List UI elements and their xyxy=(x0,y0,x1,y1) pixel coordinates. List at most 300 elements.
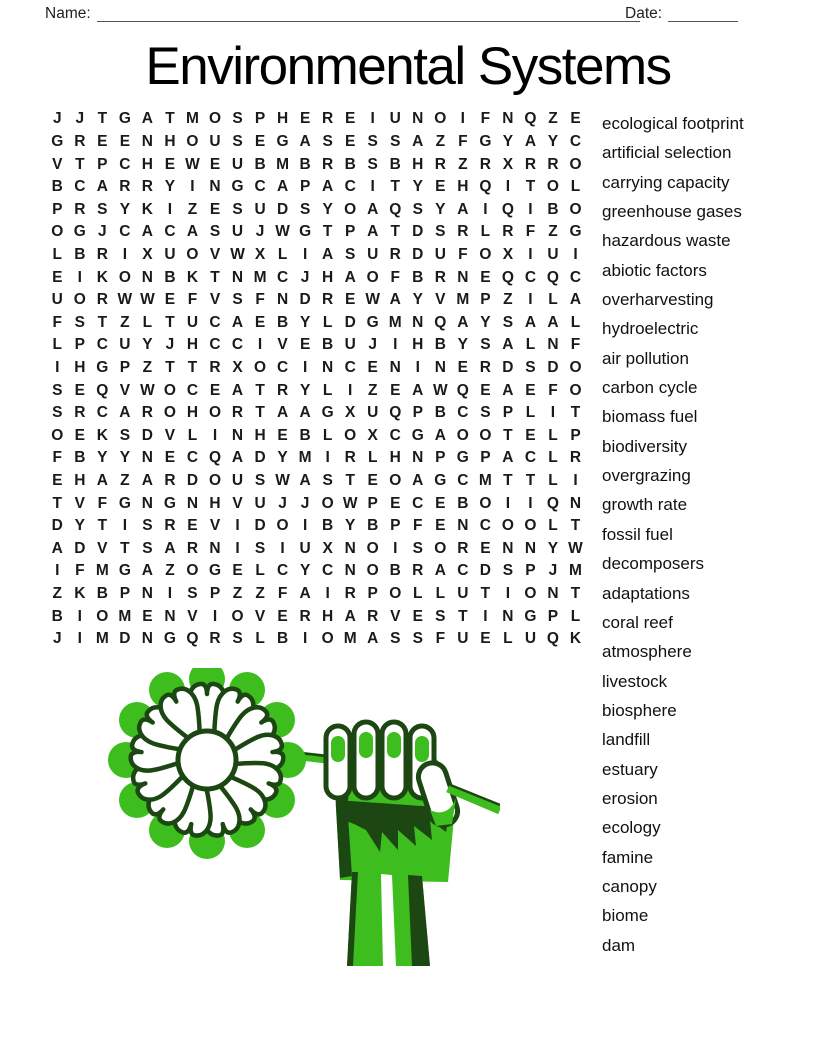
grid-letter: V xyxy=(277,336,288,354)
grid-letter: O xyxy=(501,517,514,535)
grid-letter: N xyxy=(141,494,153,512)
word-list-item: erosion xyxy=(602,788,658,808)
grid-letter: Y xyxy=(299,562,311,580)
grid-letter: O xyxy=(434,110,447,128)
grid-letter: F xyxy=(548,381,558,399)
grid-letter: O xyxy=(569,381,582,399)
grid-letter: R xyxy=(276,381,289,399)
grid-letter: T xyxy=(570,404,581,422)
word-list xyxy=(602,109,802,960)
grid-letter: Y xyxy=(412,291,423,309)
grid-letter: G xyxy=(524,607,537,625)
grid-letter: J xyxy=(300,268,310,286)
grid-letter: I xyxy=(348,381,353,399)
grid-letter: B xyxy=(322,336,334,354)
grid-letter: L xyxy=(52,336,62,354)
grid-letter: C xyxy=(524,449,537,467)
grid-letter: H xyxy=(322,607,334,625)
grid-letter: L xyxy=(322,426,333,444)
word-list-item: hydroelectric xyxy=(602,319,699,339)
grid-letter: E xyxy=(570,110,581,128)
grid-letter: H xyxy=(209,494,221,512)
grid-letter: L xyxy=(367,449,378,467)
grid-letter: A xyxy=(344,607,356,625)
grid-letter: F xyxy=(458,132,468,150)
grid-letter: B xyxy=(412,268,424,286)
grid-letter: S xyxy=(232,132,243,150)
grid-letter: W xyxy=(275,223,290,241)
grid-letter: V xyxy=(187,607,198,625)
grid-letter: J xyxy=(98,223,107,241)
grid-letter: L xyxy=(570,607,581,625)
grid-letter: E xyxy=(74,426,85,444)
grid-letter: E xyxy=(277,426,288,444)
word-list-item: abiotic factors xyxy=(602,260,707,280)
grid-letter: O xyxy=(163,381,176,399)
grid-letter: X xyxy=(367,426,378,444)
grid-letter: C xyxy=(569,132,582,150)
grid-letter: U xyxy=(457,585,469,603)
grid-letter: A xyxy=(141,223,153,241)
grid-letter: L xyxy=(548,291,558,309)
grid-letter: I xyxy=(167,200,173,218)
word-list-item: canopy xyxy=(602,876,657,896)
grid-letter: A xyxy=(51,539,63,557)
grid-letter: R xyxy=(434,268,446,286)
grid-letter: W xyxy=(568,539,583,557)
grid-letter: R xyxy=(434,155,446,173)
grid-letter: I xyxy=(505,585,511,603)
grid-letter: S xyxy=(502,313,514,331)
grid-letter: B xyxy=(51,178,63,196)
grid-letter: R xyxy=(186,539,199,557)
grid-letter: N xyxy=(231,268,244,286)
grid-letter: P xyxy=(52,200,63,218)
grid-letter: R xyxy=(164,517,176,535)
grid-letter: Z xyxy=(52,585,62,603)
grid-letter: T xyxy=(322,223,333,241)
word-list-item: air pollution xyxy=(602,348,689,368)
grid-letter: N xyxy=(276,291,289,309)
grid-letter: A xyxy=(141,472,153,490)
grid-letter: U xyxy=(231,472,244,490)
grid-letter: U xyxy=(547,245,559,263)
grid-letter: U xyxy=(367,245,379,263)
grid-letter: H xyxy=(457,178,469,196)
grid-letter: T xyxy=(97,517,108,535)
word-list-item: hazardous waste xyxy=(602,231,731,251)
grid-letter: N xyxy=(412,110,424,128)
grid-letter: B xyxy=(276,313,289,331)
grid-letter: K xyxy=(141,200,153,218)
grid-letter: F xyxy=(525,223,536,241)
grid-letter: I xyxy=(528,200,533,218)
grid-letter: S xyxy=(187,585,198,603)
grid-letter: C xyxy=(276,562,289,580)
grid-letter: R xyxy=(164,472,176,490)
grid-letter: L xyxy=(570,313,581,331)
grid-letter: S xyxy=(209,223,221,241)
grid-letter: F xyxy=(75,562,85,580)
grid-letter: T xyxy=(210,268,220,286)
grid-letter: G xyxy=(434,472,447,490)
word-list-item: biomass fuel xyxy=(602,407,698,427)
grid-letter: T xyxy=(570,585,581,603)
grid-letter: T xyxy=(255,404,265,422)
grid-letter: U xyxy=(389,110,401,128)
grid-letter: C xyxy=(254,178,266,196)
grid-letter: I xyxy=(77,607,82,625)
grid-letter: W xyxy=(140,291,155,309)
grid-letter: Z xyxy=(120,472,130,490)
grid-letter: B xyxy=(164,268,176,286)
grid-letter: G xyxy=(321,404,334,422)
grid-letter: S xyxy=(142,517,153,535)
grid-letter: L xyxy=(187,426,198,444)
word-list-item: dam xyxy=(602,935,636,955)
grid-letter: Y xyxy=(119,200,131,218)
grid-letter: B xyxy=(51,607,63,625)
grid-letter: N xyxy=(209,178,221,196)
grid-letter: C xyxy=(322,562,334,580)
grid-letter: B xyxy=(434,404,446,422)
grid-letter: K xyxy=(96,268,108,286)
grid-letter: D xyxy=(412,245,424,263)
grid-letter: F xyxy=(435,630,446,648)
grid-letter: P xyxy=(367,494,378,512)
word-list-item: coral reef xyxy=(602,612,673,632)
grid-letter: A xyxy=(524,132,537,150)
grid-letter: O xyxy=(186,132,199,150)
grid-letter: K xyxy=(96,426,108,444)
grid-letter: S xyxy=(367,132,378,150)
word-list-item: growth rate xyxy=(602,495,688,515)
grid-letter: R xyxy=(502,223,514,241)
grid-letter: A xyxy=(502,336,514,354)
grid-letter: R xyxy=(74,404,86,422)
grid-letter: L xyxy=(435,585,446,603)
grid-letter: A xyxy=(344,268,356,286)
grid-letter: F xyxy=(390,268,400,286)
grid-letter: T xyxy=(120,539,130,557)
grid-letter: W xyxy=(230,245,245,263)
grid-letter: W xyxy=(365,291,381,309)
word-list-item: ecology xyxy=(602,818,661,838)
grid-letter: N xyxy=(524,539,537,557)
word-list-item: biosphere xyxy=(602,700,677,720)
grid-letter: L xyxy=(480,223,491,241)
grid-letter: Y xyxy=(547,539,559,557)
grid-letter: O xyxy=(479,494,492,512)
grid-letter: X xyxy=(502,245,514,263)
grid-letter: T xyxy=(187,359,198,376)
grid-letter: Q xyxy=(479,178,492,196)
word-list-item: biome xyxy=(602,906,649,926)
grid-letter: O xyxy=(276,517,289,535)
grid-letter: O xyxy=(51,223,64,241)
grid-letter: K xyxy=(74,585,86,603)
grid-letter: A xyxy=(299,132,311,150)
grid-letter: R xyxy=(389,245,401,263)
grid-letter: T xyxy=(345,472,355,490)
grid-letter: Y xyxy=(345,517,356,535)
grid-letter: S xyxy=(480,336,491,354)
grid-letter: Y xyxy=(322,200,333,218)
grid-letter: O xyxy=(389,472,402,490)
grid-letter: O xyxy=(456,426,469,444)
grid-letter: S xyxy=(525,359,536,376)
grid-letter: I xyxy=(302,245,308,263)
grid-letter: A xyxy=(389,291,401,309)
grid-letter: D xyxy=(119,630,131,648)
grid-letter: S xyxy=(299,200,311,218)
grid-letter: N xyxy=(141,268,153,286)
grid-letter: D xyxy=(344,313,356,331)
grid-letter: E xyxy=(367,359,378,376)
grid-letter: D xyxy=(254,517,266,535)
grid-letter: A xyxy=(276,178,289,196)
word-list-item: estuary xyxy=(602,759,658,779)
grid-letter: T xyxy=(525,178,536,196)
grid-letter: V xyxy=(209,245,221,263)
grid-letter: E xyxy=(299,336,311,354)
grid-letter: O xyxy=(344,200,357,218)
grid-letter: B xyxy=(547,200,559,218)
grid-letter: R xyxy=(412,562,424,580)
grid-letter: M xyxy=(95,562,109,580)
grid-letter: Y xyxy=(142,336,153,354)
grid-letter: N xyxy=(231,426,244,444)
grid-letter: A xyxy=(141,110,153,128)
grid-letter: H xyxy=(74,472,86,490)
grid-letter: F xyxy=(52,313,62,331)
grid-letter: Y xyxy=(97,449,108,467)
grid-letter: Q xyxy=(96,381,109,399)
grid-letter: I xyxy=(235,517,240,535)
grid-letter: I xyxy=(257,336,263,354)
grid-letter: E xyxy=(74,381,85,399)
grid-letter: J xyxy=(165,336,175,354)
grid-letter: D xyxy=(51,517,63,535)
grid-letter: S xyxy=(232,200,243,218)
grid-letter: D xyxy=(74,539,86,557)
grid-letter: Q xyxy=(501,200,514,218)
grid-letter: I xyxy=(393,539,398,557)
grid-letter: F xyxy=(97,494,108,512)
grid-letter: H xyxy=(389,449,401,467)
grid-letter: I xyxy=(483,200,488,218)
grid-letter: I xyxy=(167,585,173,603)
grid-letter: S xyxy=(254,472,266,490)
name-label: Name: xyxy=(45,5,91,22)
grid-letter: P xyxy=(119,585,131,603)
grid-letter: O xyxy=(96,607,109,625)
grid-letter: V xyxy=(119,381,131,399)
grid-letter: F xyxy=(255,291,265,309)
grid-letter: I xyxy=(528,494,533,512)
grid-letter: U xyxy=(186,313,199,331)
grid-letter: V xyxy=(390,607,401,625)
grid-letter: X xyxy=(142,245,153,263)
grid-letter: R xyxy=(322,291,334,309)
grid-letter: D xyxy=(412,223,424,241)
grid-letter: I xyxy=(325,585,330,603)
grid-letter: E xyxy=(345,132,356,150)
word-list-item: adaptations xyxy=(602,583,690,603)
grid-letter: C xyxy=(231,336,244,354)
grid-letter: T xyxy=(255,381,265,399)
word-list-item: overharvesting xyxy=(602,290,714,310)
grid-letter: A xyxy=(434,562,446,580)
grid-letter: J xyxy=(368,336,378,354)
grid-letter: P xyxy=(119,359,131,376)
grid-letter: R xyxy=(96,245,108,263)
grid-letter: R xyxy=(209,630,221,648)
grid-letter: C xyxy=(96,404,108,422)
grid-letter: Y xyxy=(277,449,288,467)
grid-letter: A xyxy=(276,404,289,422)
grid-letter: S xyxy=(322,472,333,490)
grid-letter: O xyxy=(366,562,379,580)
grid-letter: E xyxy=(525,381,536,399)
grid-letter: P xyxy=(435,449,446,467)
grid-letter: G xyxy=(73,223,86,241)
grid-letter: M xyxy=(456,291,470,309)
grid-letter: E xyxy=(119,132,131,150)
grid-letter: E xyxy=(390,494,401,512)
grid-letter: C xyxy=(276,359,289,376)
grid-letter: T xyxy=(75,155,85,173)
grid-letter: Q xyxy=(186,630,199,648)
grid-letter: N xyxy=(186,494,199,512)
grid-letter: I xyxy=(302,517,308,535)
grid-letter: C xyxy=(412,494,424,512)
grid-letter: N xyxy=(141,585,153,603)
grid-letter: Q xyxy=(524,110,537,128)
grid-letter: E xyxy=(435,178,446,196)
grid-letter: I xyxy=(483,607,488,625)
grid-letter: F xyxy=(570,336,581,354)
grid-letter: N xyxy=(322,359,334,376)
grid-letter: R xyxy=(119,178,131,196)
grid-letter: D xyxy=(254,449,266,467)
grid-letter: H xyxy=(276,110,289,128)
daisy-flower-icon xyxy=(108,668,306,859)
grid-letter: P xyxy=(570,426,581,444)
grid-letter: N xyxy=(389,359,401,376)
grid-letter: H xyxy=(186,336,199,354)
grid-letter: G xyxy=(456,449,469,467)
grid-letter: N xyxy=(457,268,469,286)
grid-letter: J xyxy=(548,562,558,580)
grid-letter: C xyxy=(457,562,469,580)
grid-letter: I xyxy=(122,517,128,535)
grid-letter: I xyxy=(528,245,533,263)
grid-letter: O xyxy=(321,630,334,648)
grid-letter: A xyxy=(367,223,379,241)
grid-letter: L xyxy=(142,313,153,331)
grid-letter: G xyxy=(276,132,289,150)
grid-letter: Z xyxy=(503,291,513,309)
grid-letter: F xyxy=(187,291,198,309)
grid-letter: O xyxy=(186,562,199,580)
grid-letter: T xyxy=(480,585,491,603)
word-list-item: ecological footprint xyxy=(602,114,744,133)
grid-letter: S xyxy=(322,132,333,150)
grid-letter: A xyxy=(299,404,311,422)
grid-letter: E xyxy=(209,381,221,399)
grid-letter: R xyxy=(524,155,537,173)
grid-letter: P xyxy=(412,404,423,422)
grid-letter: V xyxy=(435,291,446,309)
grid-letter: G xyxy=(51,132,64,150)
grid-letter: I xyxy=(302,359,308,376)
grid-letter: O xyxy=(73,291,86,309)
grid-letter: N xyxy=(164,607,176,625)
grid-letter: Y xyxy=(299,381,311,399)
grid-letter: Z xyxy=(548,110,558,128)
grid-letter: D xyxy=(186,472,199,490)
grid-letter: E xyxy=(164,291,176,309)
grid-letter: H xyxy=(322,268,334,286)
grid-letter: V xyxy=(232,494,243,512)
grid-letter: E xyxy=(277,607,288,625)
page-title: Environmental Systems xyxy=(145,37,671,96)
grid-letter: N xyxy=(547,336,559,354)
grid-letter: O xyxy=(389,585,402,603)
grid-letter: E xyxy=(52,472,63,490)
grid-letter: I xyxy=(550,404,556,422)
grid-letter: R xyxy=(141,404,153,422)
grid-letter: A xyxy=(96,178,108,196)
word-list-item: famine xyxy=(602,847,654,867)
grid-letter: E xyxy=(164,155,176,173)
grid-letter: R xyxy=(74,200,86,218)
grid-letter: C xyxy=(74,178,86,196)
grid-letter: O xyxy=(344,426,357,444)
grid-letter: B xyxy=(299,426,311,444)
grid-letter: R xyxy=(344,585,356,603)
grid-letter: V xyxy=(164,426,176,444)
grid-letter: T xyxy=(570,517,581,535)
grid-letter: G xyxy=(411,426,424,444)
word-list-item: decomposers xyxy=(602,554,705,574)
grid-letter: G xyxy=(118,494,131,512)
grid-letter: Y xyxy=(457,336,468,354)
grid-letter: S xyxy=(502,562,514,580)
grid-letter: E xyxy=(232,562,243,580)
grid-letter: T xyxy=(525,472,536,490)
grid-letter: L xyxy=(525,336,536,354)
grid-letter: Z xyxy=(120,313,130,331)
grid-letter: A xyxy=(299,585,311,603)
grid-letter: S xyxy=(232,291,243,309)
grid-letter: M xyxy=(478,472,492,490)
grid-letter: T xyxy=(503,426,513,444)
grid-letter: P xyxy=(97,155,108,173)
grid-letter: P xyxy=(480,291,491,309)
grid-letter: S xyxy=(480,404,491,422)
grid-letter: Y xyxy=(164,178,176,196)
grid-letter: V xyxy=(97,539,108,557)
grid-letter: C xyxy=(457,404,469,422)
grid-letter: B xyxy=(322,517,334,535)
grid-letter: C xyxy=(209,336,221,354)
grid-letter: R xyxy=(479,359,491,376)
grid-letter: S xyxy=(435,607,446,625)
grid-letter: A xyxy=(367,630,379,648)
grid-letter: I xyxy=(573,472,578,490)
